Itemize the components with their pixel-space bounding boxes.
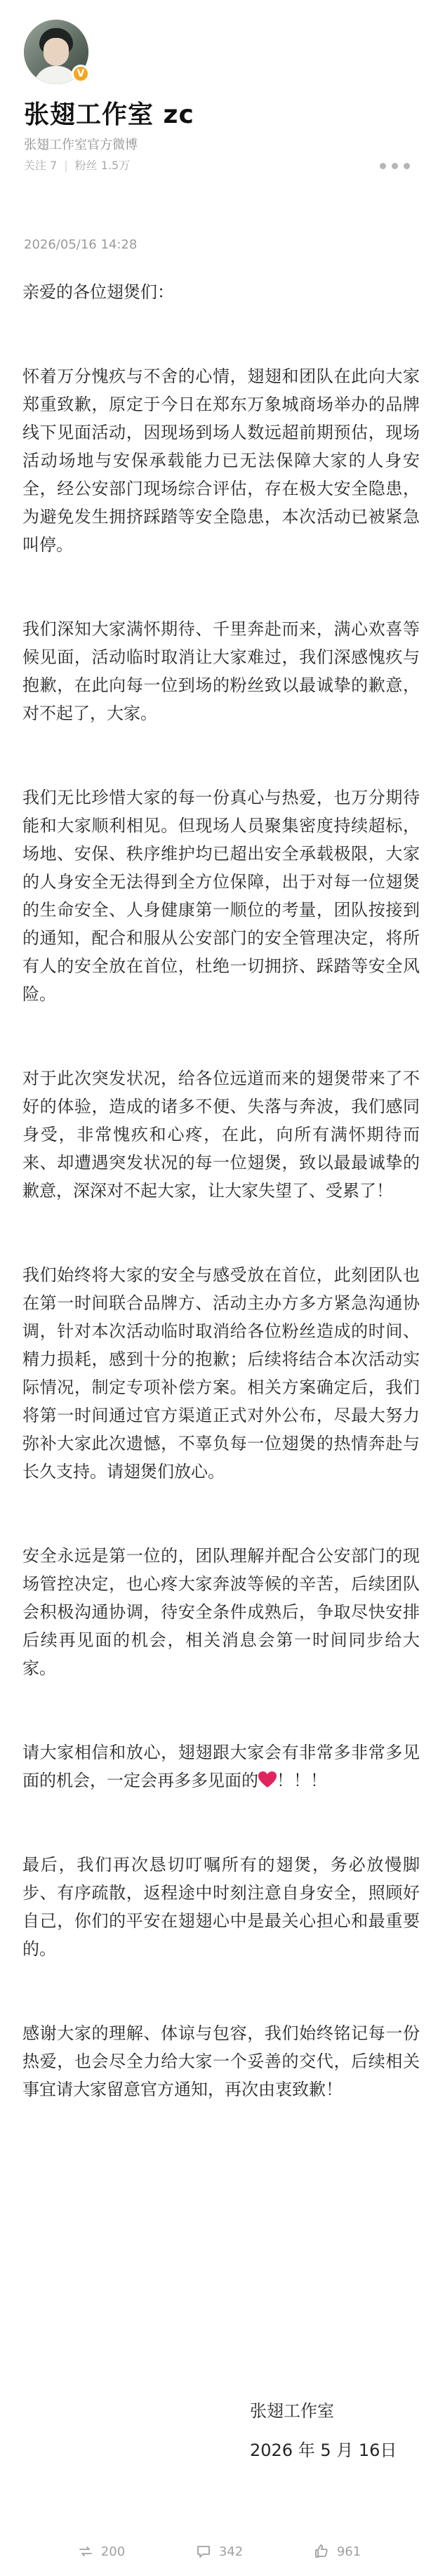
more-dots-icon[interactable]: [380, 163, 410, 169]
profile-description: 张翅工作室官方微博: [24, 138, 138, 152]
comment-icon: [195, 2543, 212, 2560]
post-paragraph-9: 感谢大家的理解、体谅与包容，我们始终铭记每一份热爱，也会尽全力给大家一个妥善的交代，后续相关事宜请大家留意官方通知，再次由衷致歉！: [22, 2023, 420, 2099]
verified-badge-icon: V: [72, 65, 90, 83]
post-paragraph-7-exclaim: ！！！: [277, 1771, 327, 1790]
post-signature: [250, 2397, 404, 2464]
signature-date: 2026 年 5 月 16日: [250, 2440, 397, 2460]
post-action-bar: [0, 2527, 438, 2576]
post-paragraph-6: 安全永远是第一位的，团队理解并配合公安部门的现场管控决定，也心疼大家奔波等候的辛苦，后续团队会积极沟通协调，待安全条件成熟后，争取尽快安排后续再见面的机会，相关消息会第一时间同步给大家。: [22, 1546, 420, 1678]
post-timestamp: 2026/05/16 14:28: [24, 237, 138, 252]
signature-name: 张翅工作室: [250, 2401, 334, 2421]
following-count[interactable]: 关注 7: [24, 159, 58, 172]
post-paragraph-7: [22, 1738, 420, 1795]
like-icon: [313, 2543, 330, 2560]
post-body: [22, 278, 420, 2103]
stats-divider: |: [64, 159, 68, 172]
post-paragraph-1: 怀着万分愧疚与不舍的心情，翅翅和团队在此向大家郑重致歉，原定于今日在郑东万象城商场举办的品牌线下见面活动，因现场到场人数远超前期预估，现场活动场地与安保承载能力已无法保障大家的人身安全，经公安部门现场综合评估，存在极大安全隐患，为避免发生拥挤踩踏等安全隐患，本次活动已被紧急叫停。: [22, 366, 420, 555]
post-paragraph-5: 我们始终将大家的安全与感受放在首位，此刻团队也在第一时间联合品牌方、活动主办方多方紧急沟通协调，针对本次活动临时取消给各位粉丝造成的时间、精力损耗，感到十分的抱歉；后续将结合本次活动实际情况，制定专项补偿方案。相关方案确定后，我们将第一时间通过官方渠道正式对外公布，尽最大努力弥补大家此次遗憾，不辜负每一位翅煲的热情奔赴与长久支持。请翅煲们放心。: [22, 1265, 420, 1481]
post-paragraph-7-text: 请大家相信和放心，翅翅跟大家会有非常多非常多见面的机会，一定会再多多见面的: [22, 1743, 420, 1790]
repost-button[interactable]: [77, 2543, 125, 2560]
repost-count: 200: [100, 2544, 126, 2559]
repost-icon: [77, 2543, 94, 2560]
comment-button[interactable]: [195, 2543, 243, 2560]
comment-count: 342: [218, 2544, 244, 2559]
like-button[interactable]: [313, 2543, 361, 2560]
avatar-container[interactable]: [24, 20, 88, 84]
like-count: 961: [336, 2544, 361, 2559]
post-greeting: 亲爱的各位翅煲们：: [22, 282, 174, 302]
post-paragraph-8: 最后，我们再次恳切叮嘱所有的翅煲，务必放慢脚步、有序疏散，返程途中时刻注意自身安全，照顾好自己，你们的平安在翅翅心中是最关心担心和最重要的。: [22, 1855, 420, 1959]
followers-count[interactable]: 粉丝 1.5万: [74, 159, 131, 172]
post-paragraph-4: 对于此次突发状况，给各位远道而来的翅煲带来了不好的体验，造成的诸多不便、失落与奔波，我们感同身受，非常愧疚和心疼，在此，向所有满怀期待而来、却遭遇突发状况的每一位翅煲，致以最最诚挚的歉意，深深对不起大家，让大家失望了、受累了！: [22, 1069, 420, 1201]
profile-stats: [24, 157, 414, 174]
profile-header: [0, 0, 438, 177]
post-paragraph-2: 我们深知大家满怀期待、千里奔赴而来，满心欢喜等候见面，活动临时取消让大家难过，我们深感愧疚与抱歉，在此向每一位到场的粉丝致以最诚挚的歉意，对不起了，大家。: [22, 619, 420, 723]
post-paragraph-3: 我们无比珍惜大家的每一份真心与热爱，也万分期待能和大家顺利相见。但现场人员聚集密度持续超标，场地、安保、秩序维护均已超出安全承载极限，大家的人身安全无法得到全方位保障，出于对每一位翅煲的生命安全、人身健康第一顺位的考量，团队按接到的通知，配合和服从公安部门的安全管理决定，将所有人的安全放在首位，杜绝一切拥挤、踩踏等安全风险。: [22, 788, 420, 1004]
profile-name[interactable]: 张翅工作室 zc: [24, 100, 194, 129]
red-heart-emoji-icon: [258, 1771, 277, 1788]
